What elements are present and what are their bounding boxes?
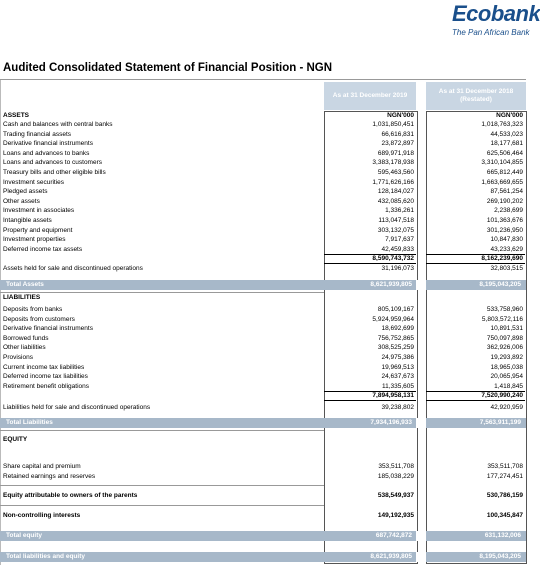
liability-row-2018: 10,891,531 xyxy=(490,325,523,333)
asset-row-2018: 1,663,669,655 xyxy=(481,178,523,186)
section-divider xyxy=(0,505,324,506)
units-2018: NGN'000 xyxy=(496,112,523,119)
liabilities-held-2019: 39,238,802 xyxy=(381,404,414,411)
asset-row-2019: 1,771,626,166 xyxy=(372,178,414,186)
equity-row xyxy=(3,472,526,482)
equity-heading: EQUITY xyxy=(3,436,28,443)
liability-row xyxy=(3,334,526,344)
nci-row xyxy=(3,511,526,521)
band-gap xyxy=(416,418,426,428)
liability-row-label: Deposits from banks xyxy=(3,306,63,313)
liability-row-2018: 20,065,954 xyxy=(490,373,523,381)
liability-row-2018: 19,293,892 xyxy=(490,354,523,361)
equity-heading-row xyxy=(3,435,526,445)
liability-row-2018: 5,803,572,116 xyxy=(481,315,523,323)
asset-row xyxy=(3,206,526,216)
total-equity-2018: 631,132,006 xyxy=(484,532,521,539)
asset-row-label: Deferred income tax assets xyxy=(3,245,83,253)
liability-row xyxy=(3,372,526,382)
liability-row-label: Retirement benefit obligations xyxy=(3,382,89,390)
asset-row-2018: 301,236,950 xyxy=(486,226,523,234)
total-liabilities-equity-label: Total liabilities and equity xyxy=(6,553,85,560)
band-gap xyxy=(416,552,426,562)
total-assets-2018: 8,195,043,205 xyxy=(479,281,521,288)
assets-subtotal-2019: 8,590,743,732 xyxy=(324,254,416,264)
column-header-2018 xyxy=(426,82,526,110)
page-title: Audited Consolidated Statement of Financial Position - NGN xyxy=(3,62,333,74)
asset-row xyxy=(3,235,526,245)
total-equity-2019: 687,742,872 xyxy=(375,532,412,539)
section-divider xyxy=(0,430,324,431)
nci-label: Non-controlling interests xyxy=(3,512,81,519)
liability-row-label: Deferred income tax liabilities xyxy=(3,373,88,381)
asset-row xyxy=(3,120,526,130)
assets-subtotal-row xyxy=(0,254,526,264)
asset-row-2019: 1,336,261 xyxy=(385,207,414,215)
liability-row-2018: 533,758,960 xyxy=(486,306,523,313)
column-header-2018-label: As at 31 December 2018 xyxy=(438,88,514,95)
asset-row-2019: 595,463,560 xyxy=(377,169,414,176)
asset-row-2018: 43,233,629 xyxy=(490,245,523,253)
total-equity-label: Total equity xyxy=(6,532,42,539)
asset-row xyxy=(3,216,526,226)
units-2019: NGN'000 xyxy=(387,112,414,119)
logo-name: Ecobank xyxy=(452,1,540,26)
liability-row xyxy=(3,363,526,373)
liability-row xyxy=(3,305,526,315)
liability-row-label: Other liabilities xyxy=(3,344,46,352)
total-liabilities-equity-band xyxy=(0,552,526,562)
asset-row-2018: 1,018,763,323 xyxy=(481,121,523,128)
liability-row-label: Derivative financial instruments xyxy=(3,325,93,333)
logo-tagline: The Pan African Bank xyxy=(452,28,530,37)
assets-held-row xyxy=(3,264,526,274)
assets-heading: ASSETS xyxy=(3,112,30,119)
asset-row-label: Property and equipment xyxy=(3,226,73,234)
liabilities-heading: LIABILITIES xyxy=(3,294,41,301)
asset-row xyxy=(3,139,526,149)
asset-row xyxy=(3,197,526,207)
asset-row-2018: 665,812,449 xyxy=(486,169,523,176)
liability-row xyxy=(3,324,526,334)
liabilities-subtotal-row xyxy=(0,391,526,401)
asset-row-2018: 3,310,104,855 xyxy=(481,159,523,167)
asset-row-label: Other assets xyxy=(3,197,40,205)
asset-row xyxy=(3,187,526,197)
asset-row xyxy=(3,226,526,236)
total-liabilities-label: Total Liabilities xyxy=(6,419,53,426)
liability-row-2019: 5,924,959,964 xyxy=(372,315,414,323)
asset-row-2018: 44,533,023 xyxy=(490,130,523,138)
equity-2018: 177,274,451 xyxy=(486,473,523,480)
equity-label: Retained earnings and reserves xyxy=(3,473,96,480)
ecobank-logo xyxy=(452,1,540,37)
liabilities-subtotal-2018: 7,520,990,240 xyxy=(426,391,525,401)
asset-row-2019: 3,383,178,938 xyxy=(372,159,414,167)
asset-row xyxy=(3,149,526,159)
total-equity-band xyxy=(0,531,526,541)
asset-row xyxy=(3,168,526,178)
liability-row-label: Provisions xyxy=(3,354,33,361)
total-liabilities-2018: 7,563,911,199 xyxy=(479,419,521,426)
total-assets-2019: 8,621,939,805 xyxy=(370,281,412,288)
asset-row-2019: 128,184,027 xyxy=(377,188,414,196)
asset-row-2018: 18,177,681 xyxy=(490,140,523,148)
equity-owners-2019: 538,549,937 xyxy=(377,492,414,499)
title-divider xyxy=(0,79,526,80)
asset-row-label: Pledged assets xyxy=(3,188,48,196)
liabilities-subtotal-2019: 7,894,958,131 xyxy=(324,391,416,401)
liability-row-2019: 11,335,605 xyxy=(381,382,414,390)
asset-row-2019: 66,616,831 xyxy=(381,130,414,138)
asset-row-label: Trading financial assets xyxy=(3,130,72,138)
assets-held-2019: 31,196,073 xyxy=(381,265,414,272)
asset-row xyxy=(3,178,526,188)
liability-row-2018: 362,926,006 xyxy=(486,344,523,352)
total-liabilities-equity-2019: 8,621,939,805 xyxy=(370,553,412,560)
liability-row-2019: 308,525,259 xyxy=(377,344,414,352)
liability-row-2018: 18,965,038 xyxy=(490,363,523,371)
equity-owners-label: Equity attributable to owners of the parents xyxy=(3,492,138,499)
outer-border xyxy=(0,80,1,565)
equity-owners-2018: 530,786,159 xyxy=(486,492,523,499)
asset-row-2019: 689,971,918 xyxy=(377,149,414,157)
asset-row xyxy=(3,130,526,140)
equity-2018: 353,511,708 xyxy=(487,463,523,470)
assets-subtotal-2018: 8,162,239,690 xyxy=(426,254,525,264)
section-divider xyxy=(0,485,324,486)
band-gap xyxy=(416,531,426,541)
liability-row xyxy=(3,343,526,353)
assets-held-2018: 32,803,515 xyxy=(490,265,523,272)
liabilities-held-row xyxy=(3,403,526,413)
asset-row-2018: 10,847,830 xyxy=(490,236,523,244)
asset-row-label: Investment properties xyxy=(3,236,66,244)
asset-row-label: Investment securities xyxy=(3,178,65,186)
equity-2019: 185,038,229 xyxy=(377,473,414,480)
band-gap xyxy=(416,280,426,290)
liabilities-held-label: Liabilities held for sale and discontinued operations xyxy=(3,404,151,411)
total-assets-band xyxy=(0,280,526,290)
asset-row-label: Cash and balances with central banks xyxy=(3,121,113,128)
nci-2018: 100,345,847 xyxy=(486,512,523,519)
liability-row-2019: 756,752,865 xyxy=(377,334,414,342)
liability-row-2019: 24,637,673 xyxy=(381,373,414,381)
total-liabilities-2019: 7,934,196,933 xyxy=(370,419,412,426)
liability-row-2019: 19,969,513 xyxy=(381,363,414,371)
asset-row-2019: 1,031,850,451 xyxy=(372,121,414,128)
liabilities-held-2018: 42,920,959 xyxy=(490,404,523,411)
liability-row-2018: 750,097,898 xyxy=(486,334,523,342)
equity-2019: 353,511,708 xyxy=(378,463,414,470)
liabilities-heading-row xyxy=(3,293,526,303)
liability-row-2019: 24,975,386 xyxy=(381,354,414,361)
asset-row-2019: 432,085,620 xyxy=(377,197,414,205)
asset-row-2019: 42,459,833 xyxy=(381,245,414,253)
column-header-2018-note: (Restated) xyxy=(460,96,492,103)
liability-row-label: Borrowed funds xyxy=(3,334,49,342)
assets-held-label: Assets held for sale and discontinued operations xyxy=(3,265,143,272)
column-header-2019 xyxy=(324,82,416,110)
asset-row-2019: 113,047,518 xyxy=(378,217,414,224)
asset-row-2018: 87,561,254 xyxy=(490,188,523,196)
total-liabilities-equity-2018: 8,195,043,205 xyxy=(479,553,521,560)
liability-row-2019: 18,692,699 xyxy=(381,325,414,333)
total-liabilities-band xyxy=(0,418,526,428)
asset-row-2018: 2,238,699 xyxy=(494,207,523,215)
asset-row-label: Treasury bills and other eligible bills xyxy=(3,169,106,176)
equity-label: Share capital and premium xyxy=(3,463,81,470)
asset-row-label: Investment in associates xyxy=(3,207,75,215)
asset-row-2019: 303,132,075 xyxy=(377,226,414,234)
asset-row-2019: 7,917,637 xyxy=(385,236,414,244)
equity-owners-row xyxy=(3,491,526,501)
equity-row xyxy=(3,462,526,472)
asset-row-2018: 269,190,202 xyxy=(486,197,523,205)
asset-row-label: Derivative financial instruments xyxy=(3,140,93,148)
column-header-2019-label: As at 31 December 2019 xyxy=(332,92,408,99)
asset-row-2018: 625,506,464 xyxy=(486,149,523,157)
asset-row-2019: 23,872,897 xyxy=(381,140,414,148)
liability-row-label: Deposits from customers xyxy=(3,315,75,323)
asset-row-label: Loans and advances to banks xyxy=(3,149,90,157)
liability-row-label: Current income tax liabilities xyxy=(3,363,85,371)
liability-row-2019: 805,109,167 xyxy=(377,306,414,313)
asset-row xyxy=(3,158,526,168)
asset-row-label: Intangible assets xyxy=(3,217,52,224)
liability-row-2018: 1,418,845 xyxy=(494,382,523,390)
asset-row-label: Loans and advances to customers xyxy=(3,159,103,167)
liability-row xyxy=(3,353,526,363)
liability-row xyxy=(3,315,526,325)
total-assets-label: Total Assets xyxy=(6,281,44,288)
asset-row-2018: 101,363,676 xyxy=(486,217,523,224)
nci-2019: 149,192,935 xyxy=(377,512,414,519)
